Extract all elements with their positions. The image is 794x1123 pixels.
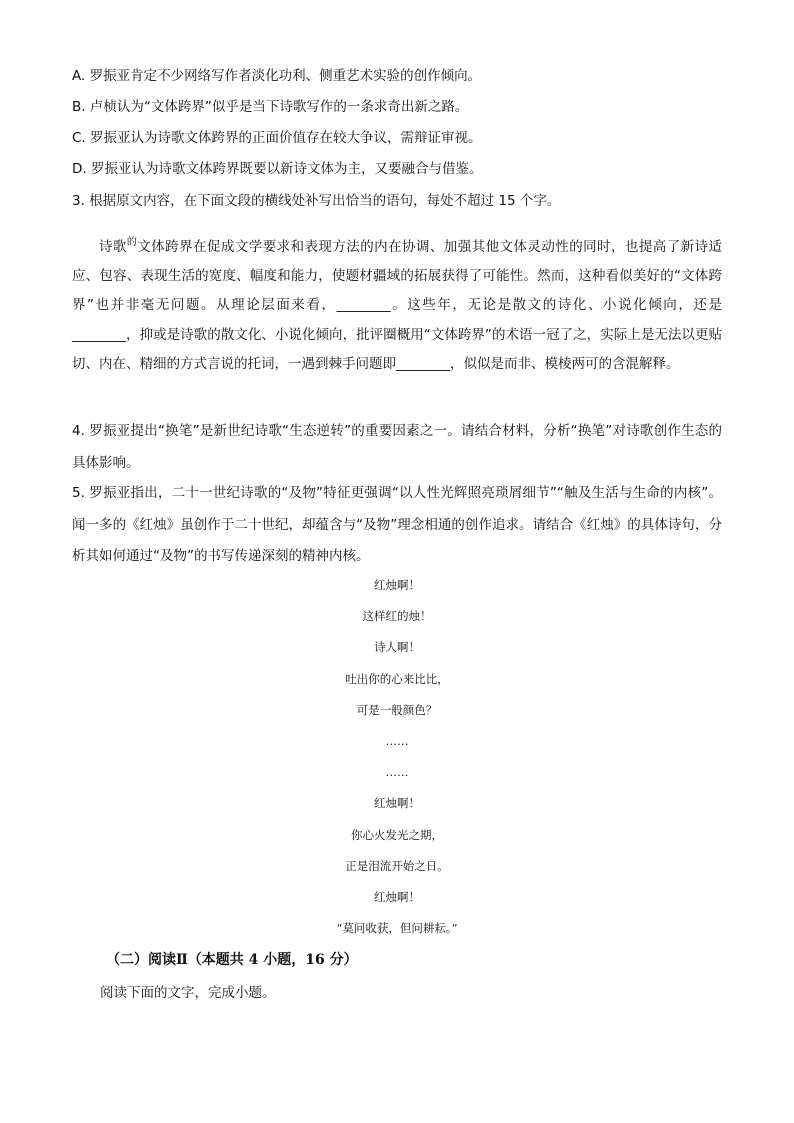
poem-line: 这样红的烛！ [362,609,432,624]
passage-start: 诗歌 [99,239,127,255]
passage-body: 文体跨界在促成文学要求和表现方法的内在协调、加强其他文体灵动性的同时，也提高了新诗适应、包容、表现生活的宽度、幅度和能力，使题材疆域的拓展获得了可能性。然而，这种看似美好的“文体跨界”也并非毫无问题。从理论层面来看，________。这些年，无论是散文的诗化、小说化倾向，还是________，抑或是诗歌的散文化、小说化倾向，批评圈概用“文体跨界”的术语一冠了之，实际上是无法以更贴切、内在、精细的方式言说的托词，一遇到棘手问题即________，似似是而非、模棱两可的含混解释。 [72,239,723,372]
poem-line: …… [385,765,409,780]
section-heading: （二）阅读Ⅱ（本题共 4 小题，16 分） [106,952,358,968]
poem-line: 吐出你的心来比比， [345,671,449,686]
passage-superscript: 的 [126,237,138,248]
poem-line: “莫问收获，但问耕耘。” [336,921,458,936]
poem-line: 可是一般颜色？ [356,702,438,717]
option-a: A. 罗振亚肯定不少网络写作者淡化功利、侧重艺术实验的创作倾向。 [72,68,482,84]
option-b: B. 卢桢认为“文体跨界”似乎是当下诗歌写作的一条求奇出新之路。 [72,99,469,115]
option-c: C. 罗振亚认为诗歌文体跨界的正面价值存在较大争议，需辩证审视。 [72,130,482,146]
poem-line: 诗人啊！ [374,640,420,655]
poem-line: 你心火发光之期， [351,827,443,842]
poem-line: 红烛啊！ [374,578,420,592]
poem-line: 红烛啊！ [374,889,420,904]
question-5: 5. 罗振亚指出，二十一世纪诗歌的“及物”特征更强调“以人性光辉照亮琐屑细节”“触及生活与生命的内核”。闻一多的《红烛》虽创作于二十世纪，却蕴含与“及物”理念相通的创作追求。请结合《红烛》的具体诗句，分析其如何通过“及物”的书写传递深刻的精神内核。 [72,485,722,564]
option-d: D. 罗振亚认为诗歌文体跨界既要以新诗文体为主，又要融合与借鉴。 [72,161,483,177]
poem-line: 红烛啊！ [374,796,420,811]
question-4: 4. 罗振亚提出“换笔”是新世纪诗歌“生态逆转”的重要因素之一。请结合材料，分析“换笔”对诗歌创作生态的具体影响。 [72,423,722,471]
section-instruction: 阅读下面的文字，完成小题。 [100,985,276,1001]
question-3-stem: 3. 根据原文内容，在下面文段的横线处补写出恰当的语句，每处不超过 15 个字。 [72,193,561,209]
question-3-passage [72,228,722,379]
poem-line: …… [385,733,409,748]
poem-line: 正是泪流开始之日。 [345,858,449,873]
poem-hongzhu [0,570,794,944]
